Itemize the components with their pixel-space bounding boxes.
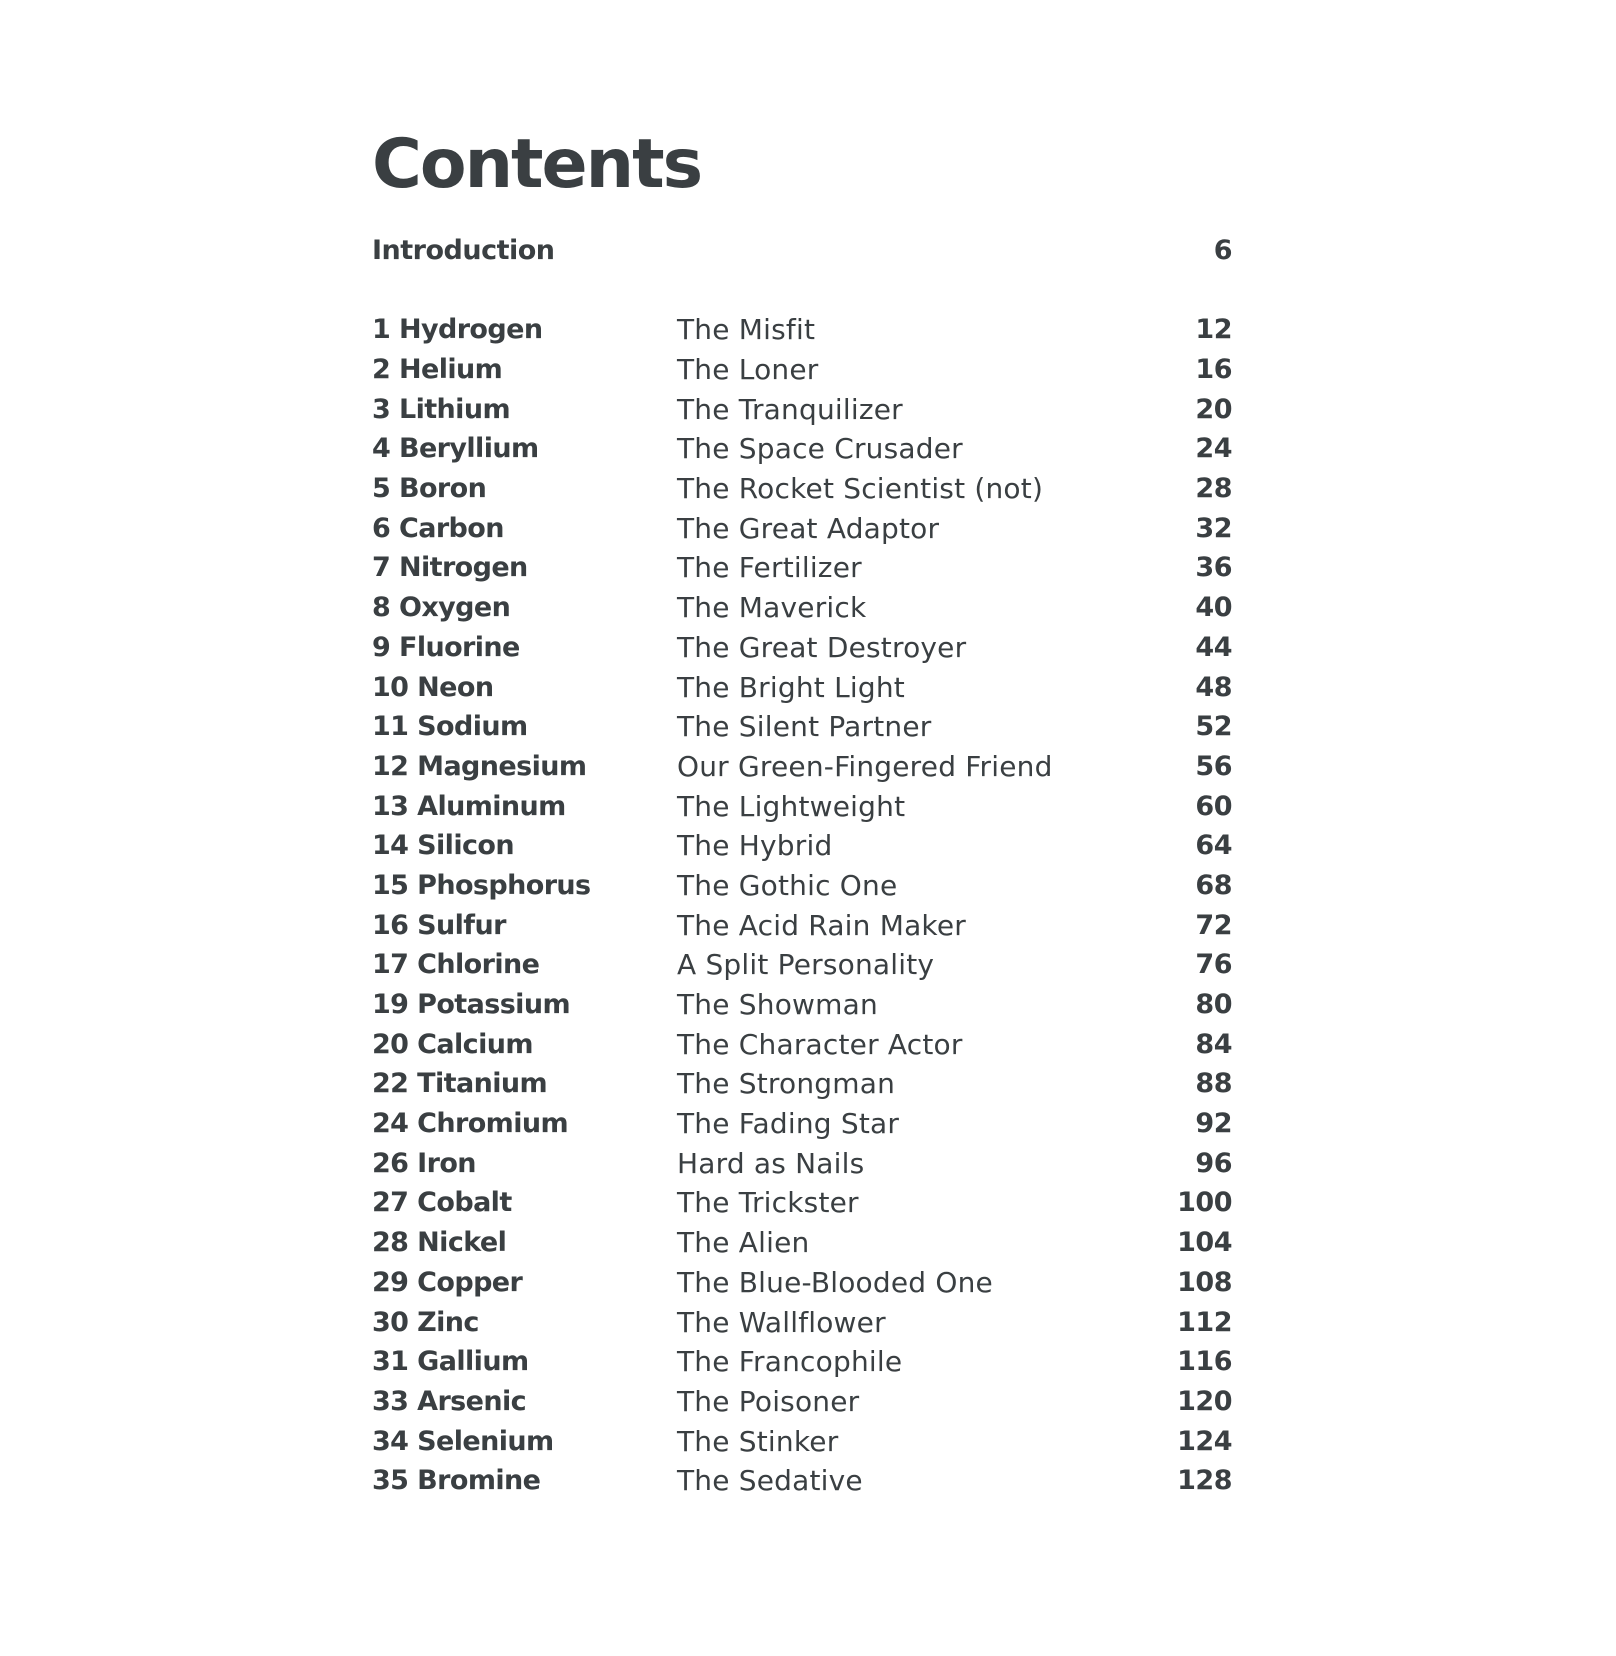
contents-entry-row [372, 866, 1232, 906]
chapter-title: A Split Personality [677, 948, 935, 982]
contents-entry-row [372, 588, 1232, 628]
page-number: 40 [1195, 592, 1232, 624]
element-name: 30 Zinc [372, 1306, 479, 1338]
chapter-title: The Blue-Blooded One [677, 1265, 993, 1299]
introduction-label: Introduction [372, 234, 555, 266]
element-name: 13 Aluminum [372, 790, 566, 822]
page-number: 84 [1195, 1028, 1232, 1060]
element-name: 9 Fluorine [372, 631, 520, 663]
contents-entry-row [372, 429, 1232, 469]
page-number: 20 [1195, 393, 1232, 425]
contents-entry-row [372, 707, 1232, 747]
chapter-title: The Great Adaptor [677, 511, 940, 545]
contents-entry-row [372, 786, 1232, 826]
element-name: 26 Iron [372, 1147, 476, 1179]
element-name: 14 Silicon [372, 830, 514, 862]
page-number: 24 [1195, 433, 1232, 465]
chapter-title: The Acid Rain Maker [677, 908, 966, 942]
contents-entry-row [372, 1302, 1232, 1342]
page-number: 60 [1195, 790, 1232, 822]
chapter-title: The Strongman [677, 1067, 896, 1101]
chapter-title: The Alien [677, 1226, 810, 1260]
page-number: 64 [1195, 830, 1232, 862]
element-name: 3 Lithium [372, 393, 510, 425]
contents-entry-row [372, 1143, 1232, 1183]
page-number: 112 [1177, 1306, 1232, 1338]
element-name: 15 Phosphorus [372, 869, 591, 901]
chapter-title: The Trickster [677, 1186, 859, 1220]
chapter-title: The Tranquilizer [677, 392, 903, 426]
page-number: 16 [1195, 354, 1232, 386]
chapter-title: The Poisoner [677, 1384, 860, 1418]
chapter-title: The Gothic One [677, 868, 898, 902]
page-number: 48 [1195, 671, 1232, 703]
page-number: 80 [1195, 989, 1232, 1021]
chapter-title: The Stinker [677, 1424, 839, 1458]
chapter-title: The Rocket Scientist (not) [677, 472, 1044, 506]
element-name: 35 Bromine [372, 1465, 541, 1497]
chapter-title: Our Green-Fingered Friend [677, 749, 1053, 783]
contents-page [372, 120, 1232, 1501]
element-name: 6 Carbon [372, 512, 504, 544]
element-name: 8 Oxygen [372, 592, 511, 624]
page-number: 128 [1177, 1465, 1232, 1497]
element-name: 12 Magnesium [372, 750, 587, 782]
contents-entry-row [372, 548, 1232, 588]
page-number: 104 [1177, 1227, 1232, 1259]
page-number: 28 [1195, 473, 1232, 505]
element-name: 31 Gallium [372, 1346, 529, 1378]
chapter-title: The Francophile [677, 1345, 903, 1379]
page-number: 96 [1195, 1147, 1232, 1179]
page-number: 76 [1195, 949, 1232, 981]
element-name: 19 Potassium [372, 989, 570, 1021]
chapter-title: The Lightweight [677, 789, 906, 823]
chapter-title: The Great Destroyer [677, 630, 967, 664]
element-name: 34 Selenium [372, 1425, 554, 1457]
page-number: 108 [1177, 1266, 1232, 1298]
page-number: 68 [1195, 869, 1232, 901]
chapter-title: The Showman [677, 988, 878, 1022]
contents-list [372, 310, 1232, 1501]
element-name: 24 Chromium [372, 1108, 569, 1140]
chapter-title: The Silent Partner [677, 710, 932, 744]
chapter-title: Hard as Nails [677, 1146, 865, 1180]
contents-entry-row [372, 945, 1232, 985]
contents-entry-row [372, 350, 1232, 390]
element-name: 11 Sodium [372, 711, 528, 743]
chapter-title: The Bright Light [677, 670, 905, 704]
contents-entry-row [372, 1064, 1232, 1104]
page-number: 56 [1195, 750, 1232, 782]
chapter-title: The Wallflower [677, 1305, 886, 1339]
contents-entry-row [372, 905, 1232, 945]
introduction-page: 6 [1213, 234, 1232, 266]
contents-entry-row [372, 1263, 1232, 1303]
chapter-title: The Misfit [677, 313, 816, 347]
chapter-title: The Hybrid [677, 829, 833, 863]
contents-entry-row [372, 667, 1232, 707]
element-name: 5 Boron [372, 473, 487, 505]
page-number: 36 [1195, 552, 1232, 584]
contents-entry-row [372, 826, 1232, 866]
page-number: 44 [1195, 631, 1232, 663]
contents-entry-row [372, 1104, 1232, 1144]
element-name: 1 Hydrogen [372, 314, 543, 346]
element-name: 27 Cobalt [372, 1187, 512, 1219]
contents-entry-row [372, 1461, 1232, 1501]
contents-entry-row [372, 508, 1232, 548]
chapter-title: The Fertilizer [677, 551, 862, 585]
contents-entry-row [372, 389, 1232, 429]
chapter-title: The Loner [677, 353, 819, 387]
element-name: 28 Nickel [372, 1227, 507, 1259]
contents-entry-row [372, 469, 1232, 509]
page-number: 120 [1177, 1385, 1232, 1417]
element-name: 7 Nitrogen [372, 552, 528, 584]
contents-entry-row [372, 747, 1232, 787]
contents-entry-row [372, 1183, 1232, 1223]
page-number: 100 [1177, 1187, 1232, 1219]
contents-entry-row [372, 628, 1232, 668]
page-number: 92 [1195, 1108, 1232, 1140]
contents-entry-row [372, 1382, 1232, 1422]
page-number: 88 [1195, 1068, 1232, 1100]
contents-entry-row [372, 1342, 1232, 1382]
chapter-title: The Character Actor [677, 1027, 963, 1061]
chapter-title: The Fading Star [677, 1107, 900, 1141]
contents-entry-row [372, 310, 1232, 350]
element-name: 29 Copper [372, 1266, 523, 1298]
element-name: 22 Titanium [372, 1068, 548, 1100]
element-name: 2 Helium [372, 354, 503, 386]
element-name: 4 Beryllium [372, 433, 539, 465]
chapter-title: The Space Crusader [677, 432, 963, 466]
chapter-title: The Maverick [677, 591, 867, 625]
contents-entry-row [372, 1421, 1232, 1461]
contents-entry-row [372, 1024, 1232, 1064]
page-number: 116 [1177, 1346, 1232, 1378]
page-number: 124 [1177, 1425, 1232, 1457]
contents-entry-row [372, 985, 1232, 1025]
page-number: 52 [1195, 711, 1232, 743]
page-number: 12 [1195, 314, 1232, 346]
chapter-title: The Sedative [677, 1464, 863, 1498]
element-name: 20 Calcium [372, 1028, 533, 1060]
page-title: Contents [372, 125, 702, 204]
element-name: 17 Chlorine [372, 949, 540, 981]
element-name: 10 Neon [372, 671, 494, 703]
element-name: 33 Arsenic [372, 1385, 527, 1417]
introduction-row [372, 230, 1232, 270]
page-number: 72 [1195, 909, 1232, 941]
element-name: 16 Sulfur [372, 909, 506, 941]
contents-entry-row [372, 1223, 1232, 1263]
page-number: 32 [1195, 512, 1232, 544]
